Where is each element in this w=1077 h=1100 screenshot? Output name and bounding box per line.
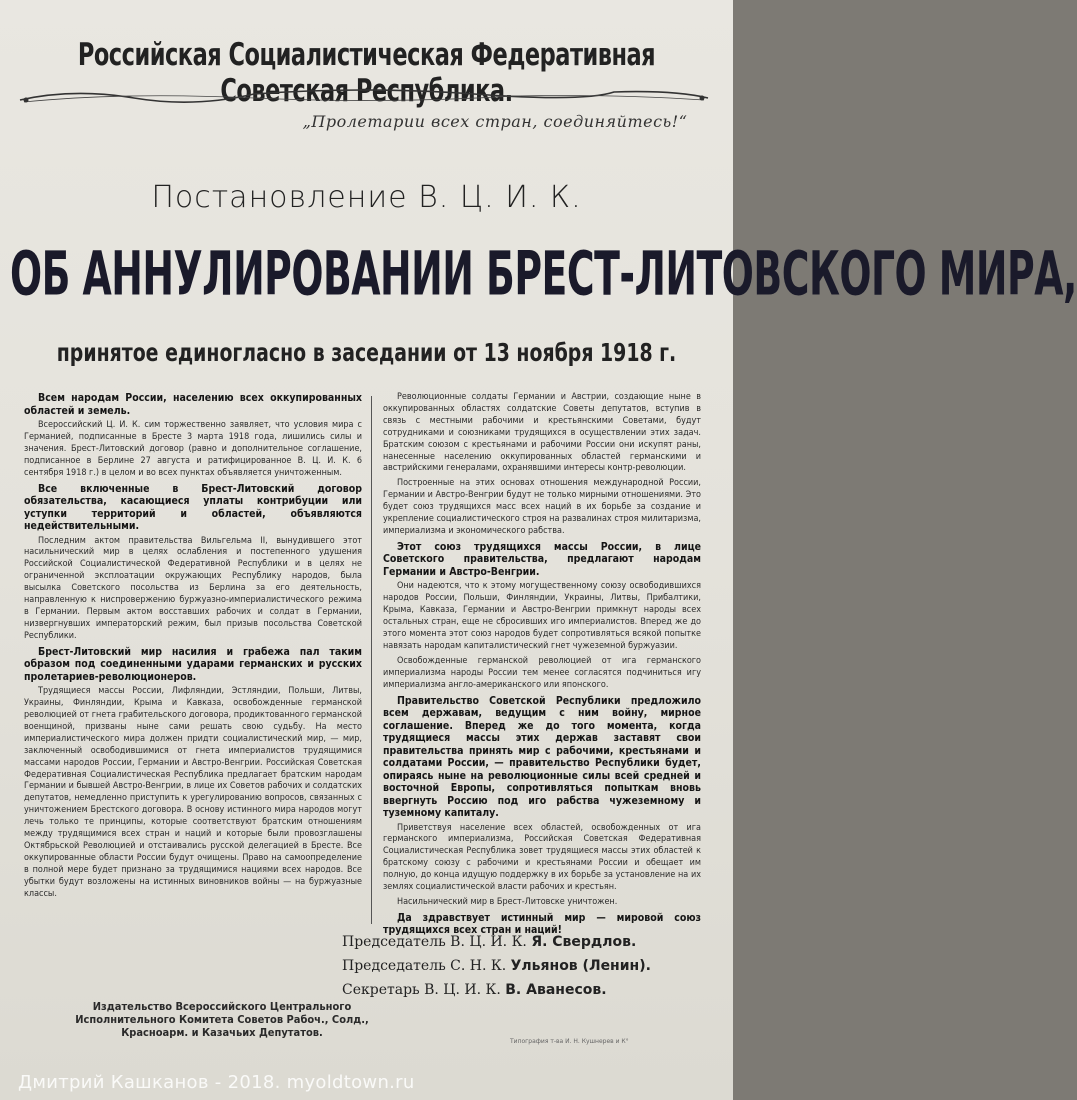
column-divider [371,396,372,924]
left-paragraph: Брест-Литовский мир насилия и грабежа пал таким образом под соединенными ударами германских и русских пролетариев-революционеров. [24,645,362,683]
right-paragraph: Правительство Советской Республики предложило всем державам, ведущим с ним войну, мирное соглашение. Вперед же до того момента, когда трудящиеся массы этих держав заставят свои правительства принять мир с рабочими, крестьянами и солдатами России, — правительство Республики будет, опираясь ныне на революционные силы всей средней и восточной Европы, сопротивляться попыткам вновь ввергнуть Россию под иго рабства чужеземному и туземному капиталу. [383,694,701,820]
decree-title: Постановление В. Ц. И. К. [151,180,582,215]
adoption-subtitle: принятое единогласно в заседании от 13 ноября 1918 г. [56,338,677,367]
printer-imprint: Типография т-ва И. Н. Кушнерев и К° [510,1038,629,1045]
signature-role: Председатель С. Н. К. [342,958,507,974]
left-paragraph: Всем народам России, населению всех оккупированных областей и земель. [24,392,362,417]
left-paragraph: Трудящиеся массы России, Лифляндии, Эстляндии, Польши, Литвы, Украины, Финляндии, Крыма и Кавказа, освобожденные германской революцией от гнета грабительского договора, продиктованного германской военщиной, призваны ныне сами решать свою судьбу. На место империалистического мира должен придти социалистический мир, — мир, заключенный освободившимися от гнета империалистов трудящимися массами народов России, Германии и Австро-Венгрии. Российская Советская Федеративная Социалистическая Республика предлагает братским народам Германии и бывшей Австро-Венгрии, в лице их Советов рабочих и солдатских депутатов, немедленно приступить к урегулированию вопросов, связанных с уничтожением Брестского договора. В основу истинного мира народов могут лечь только те принципы, которые соответствуют братским отношениям между трудящимися всех стран и наций и которые были провозглашены Октябрьской Революцией и отстаивались русской делегацией в Бресте. Все оккупированные области России будут очищены. Право на самоопределение в полной мере будет признано за трудящимися нациями всех народов. Все убытки будут возложены на истинных виновников войны — на буржуазные классы. [24,686,362,899]
republic-heading: Российская Социалистическая Федеративная Советская Республика. [77,36,656,109]
right-paragraph: Этот союз трудящихся массы России, в лице Советского правительства, предлагают народам Германии и Австро-Венгрии. [383,540,701,578]
signature-line [342,954,651,978]
signature-line [342,978,651,1002]
right-paragraph: Построенные на этих основах отношения международной России, Германии и Австро-Венгрии будут не только мирными отношениями. Это будет союз трудящихся масс всех наций в их борьбе за создание и укрепление социалистического строя на развалинах строя милитаризма, империализма и экономического рабства. [383,478,701,536]
publisher-imprint: Издательство Всероссийского Центрального Исполнительного Комитета Советов Рабоч., Солд., Красноарм. и Казачьих Депутатов. [75,1000,369,1039]
right-paragraph: Освобожденные германской революцией от ига германского империализма народы России тем менее согласятся подчиниться игу империализма англо-американского или японского. [383,655,701,690]
headline: ОБ АННУЛИРОВАНИИ БРЕСТ-ЛИТОВСКОГО МИРА, [10,238,1077,310]
right-paragraph: Они надеются, что к этому могущественному союзу освободившихся народов России, Польши, Финляндии, Украины, Литвы, Прибалтики, Крыма, Кавказа, Германии и Австро-Венгрии примкнут народы всех остальных стран, еще не сбросивших иго империалистов. Вперед же до этого момента этот союз народов будет сопротивляться всякой попытке навязать народам капиталистический гнет чужеземной буржуазии. [383,581,701,651]
photo-watermark: Дмитрий Кашканов - 2018. myoldtown.ru [18,1072,415,1093]
right-paragraph: Революционные солдаты Германии и Австрии, создающие ныне в оккупированных областях солдатские Советы депутатов, вступив в связь с местными рабочими и крестьянскими Советами, будут сотрудниками и союзниками трудящихся в осуществлении этих задач. Братским союзом с крестьянами и рабочими России они искупят раны, нанесенные населению оккупированных областей германскими и австрийскими генералами, охранявшими интересы контр-революции. [383,392,701,474]
signature-line [342,930,651,954]
signature-name: В. Аванесов. [505,982,607,998]
right-column [383,392,701,937]
left-column [24,392,362,932]
left-paragraph: Все включенные в Брест-Литовский договор обязательства, касающиеся уплаты контрибуции или уступки территорий и областей, объявляются недействительными. [24,482,362,533]
signature-block [342,930,651,1002]
ornamental-rule [14,84,714,112]
right-paragraph: Насильнический мир в Брест-Литовске уничтожен. [397,896,618,907]
signature-role: Председатель В. Ц. И. К. [342,934,527,950]
signature-role: Секретарь В. Ц. И. К. [342,982,501,998]
right-paragraph: Приветствуя население всех областей, освобожденных от ига германского империализма, Российская Советская Федеративная Социалистическая Республика зовет трудящиеся массы этих областей к братскому союзу с рабочими и крестьянами России и обещает им полную, до конца идущую поддержку в их борьбе за установление на их землях социалистической власти рабочих и крестьян. [383,822,701,893]
signature-name: Ульянов (Ленин). [510,958,651,974]
left-paragraph: Последним актом правительства Вильгельма II, вынудившего этот насильнический мир в целях ослабления и постепенного удушения Российской Социалистической Федеративной Республики и в целях не ограниченной эксплоатации окружающих Республику народов, была высылка Советского посольства из Берлина за его деятельность, направленную к ниспровержению буржуазно-империалистического режима в Германии. Первым актом восставших рабочих и солдат в Германии, низвергнувших императорский режим, был призыв посольства Советской Республики. [24,535,362,641]
left-paragraph: Всероссийский Ц. И. К. сим торжественно заявляет, что условия мира с Германией, подписанные в Бресте 3 марта 1918 года, лишились силы и значения. Брест-Литовский договор (равно и дополнительное соглашение, подписанное в Берлине 27 августа и ратифицированное В. Ц. И. К. 6 сентября 1918 г.) в целом и во всех пунктах объявляется уничтоженным. [24,420,362,478]
right-paragraph: Да здравствует истинный мир — мировой союз трудящихся всех стран и наций! [383,911,701,937]
signature-name: Я. Свердлов. [531,934,637,950]
slogan: „Пролетарии всех стран, соединяйтесь!“ [302,112,688,131]
